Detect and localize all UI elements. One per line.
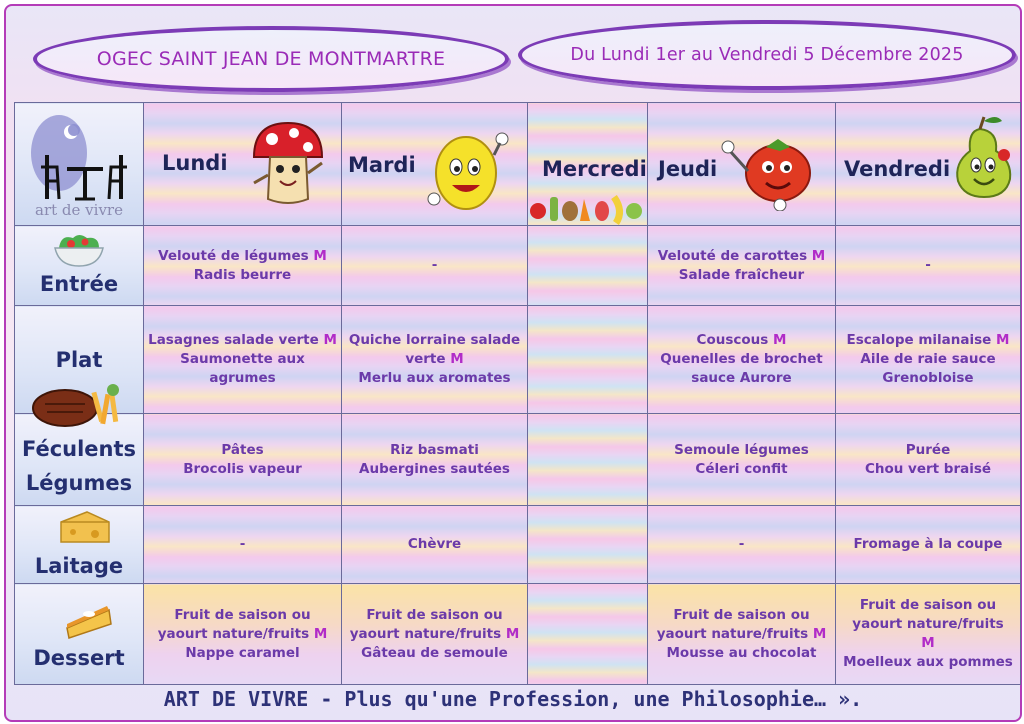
menu-line: Purée bbox=[905, 441, 951, 458]
menu-line: - bbox=[925, 257, 931, 273]
cell-plat-mardi bbox=[342, 306, 528, 414]
day-name: Vendredi bbox=[844, 157, 951, 181]
cell-feculents-mardi bbox=[342, 414, 528, 506]
week-dates-oval bbox=[518, 20, 1016, 90]
cell-content bbox=[648, 441, 835, 479]
cell-content bbox=[144, 606, 341, 663]
cell-content bbox=[648, 247, 835, 285]
day-header-jeudi bbox=[648, 103, 836, 226]
menu-line: Quiche lorraine salade bbox=[348, 332, 521, 348]
day-header-mardi bbox=[342, 103, 528, 226]
cell-entree-jeudi bbox=[648, 226, 836, 306]
week-dates: Du Lundi 1er au Vendredi 5 Décembre 2025 bbox=[570, 45, 964, 65]
cell-content bbox=[836, 596, 1020, 672]
steak-fries-icon bbox=[31, 384, 131, 430]
menu-line: Radis beurre bbox=[193, 266, 292, 283]
day-name: Jeudi bbox=[658, 157, 718, 181]
menu-line: Velouté de légumes M bbox=[158, 247, 327, 264]
mushroom-character-icon bbox=[248, 119, 328, 211]
cell-feculents-vendredi bbox=[836, 414, 1021, 506]
row-label-cell bbox=[15, 226, 144, 306]
cell-feculents-jeudi bbox=[648, 414, 836, 506]
menu-line: Grenobloise bbox=[882, 370, 974, 386]
menu-line: Aubergines sautées bbox=[359, 460, 510, 477]
cell-content bbox=[342, 441, 527, 479]
day-header-row bbox=[15, 103, 1021, 226]
row-dessert bbox=[15, 584, 1021, 685]
school-title-oval bbox=[33, 26, 509, 92]
menu-line: Riz basmati bbox=[390, 441, 479, 458]
footer-slogan: ART DE VIVRE - Plus qu'une Profession, une Philosophie… ». bbox=[163, 687, 863, 711]
menu-line: Céleri confit bbox=[695, 460, 788, 477]
menu-line: - bbox=[431, 257, 438, 273]
menu-frame bbox=[4, 4, 1022, 722]
row-label: Féculents Légumes bbox=[21, 437, 137, 495]
homemade-marker: M bbox=[309, 625, 328, 642]
cell-entree-lundi bbox=[144, 226, 342, 306]
cell-content bbox=[836, 256, 1020, 275]
pie-slice-icon bbox=[63, 602, 115, 642]
cell-content bbox=[342, 606, 527, 663]
menu-line: Merlu aux aromates bbox=[358, 370, 511, 386]
cell-laitage-mercredi bbox=[528, 506, 648, 584]
menu-line: Moelleux aux pommes bbox=[843, 654, 1013, 670]
menu-line: verte M bbox=[405, 351, 464, 367]
cell-laitage-lundi bbox=[144, 506, 342, 584]
row-laitage bbox=[15, 506, 1021, 584]
row-label-cell bbox=[15, 506, 144, 584]
school-title: OGEC SAINT JEAN DE MONTMARTRE bbox=[96, 48, 446, 70]
menu-line: M bbox=[921, 635, 935, 651]
homemade-marker: M bbox=[807, 247, 826, 264]
menu-line: Fruit de saison ou bbox=[174, 606, 311, 623]
menu-line: Quenelles de brochet bbox=[660, 351, 823, 367]
cell-feculents-mercredi bbox=[528, 414, 648, 506]
pear-character-icon bbox=[950, 113, 1016, 199]
cell-content bbox=[144, 331, 341, 388]
row-label-cell bbox=[15, 414, 144, 506]
day-header-vendredi bbox=[836, 103, 1021, 226]
menu-line: Couscous M bbox=[696, 332, 787, 348]
menu-line: yaourt nature/fruits M bbox=[157, 625, 328, 642]
menu-line: yaourt nature/fruits M bbox=[349, 625, 520, 642]
cell-laitage-jeudi bbox=[648, 506, 836, 584]
logo-caption: art de vivre bbox=[35, 201, 123, 219]
menu-line: yaourt nature/fruits bbox=[852, 616, 1004, 632]
cell-content bbox=[144, 247, 341, 285]
menu-line: Chèvre bbox=[407, 536, 462, 552]
menu-line: yaourt nature/fruits M bbox=[656, 625, 827, 642]
menu-line: Escalope milanaise M bbox=[846, 332, 1010, 348]
cell-dessert-jeudi bbox=[648, 584, 836, 685]
row-label: Entrée bbox=[39, 272, 119, 296]
menu-line: Semoule légumes bbox=[674, 441, 809, 458]
cell-dessert-lundi bbox=[144, 584, 342, 685]
cell-plat-jeudi bbox=[648, 306, 836, 414]
cell-content bbox=[648, 331, 835, 388]
homemade-marker: M bbox=[991, 332, 1010, 348]
day-name: Lundi bbox=[162, 151, 228, 175]
cell-laitage-mardi bbox=[342, 506, 528, 584]
row-label-cell bbox=[15, 584, 144, 685]
row-entree bbox=[15, 226, 1021, 306]
menu-table bbox=[14, 102, 1021, 685]
cell-plat-lundi bbox=[144, 306, 342, 414]
menu-line: Fruit de saison ou bbox=[673, 606, 810, 623]
menu-line: - bbox=[738, 536, 745, 552]
menu-line: Mousse au chocolat bbox=[666, 644, 817, 661]
menu-line: Salade fraîcheur bbox=[678, 266, 805, 283]
menu-line: Aile de raie sauce bbox=[860, 351, 996, 367]
vegetables-group-icon bbox=[528, 191, 646, 225]
day-name: Mercredi bbox=[542, 157, 647, 181]
salad-bowl-icon bbox=[51, 232, 107, 268]
row-label: Plat bbox=[55, 348, 103, 372]
menu-line: Lasagnes salade verte M bbox=[148, 332, 337, 348]
cell-content bbox=[342, 535, 527, 554]
menu-line: Nappe caramel bbox=[185, 644, 300, 661]
tomato-character-icon bbox=[720, 131, 816, 211]
day-header-mercredi bbox=[528, 103, 648, 226]
menu-line: Brocolis vapeur bbox=[183, 460, 302, 477]
cell-content bbox=[836, 535, 1020, 554]
cell-content bbox=[836, 331, 1020, 388]
cell-content bbox=[648, 535, 835, 554]
menu-line: Gâteau de semoule bbox=[361, 644, 508, 661]
cell-laitage-vendredi bbox=[836, 506, 1021, 584]
logo-cell bbox=[15, 103, 144, 226]
day-header-lundi bbox=[144, 103, 342, 226]
cell-plat-mercredi bbox=[528, 306, 648, 414]
cell-content bbox=[144, 535, 341, 554]
menu-line: - bbox=[239, 536, 246, 552]
menu-line: sauce Aurore bbox=[691, 370, 792, 386]
homemade-marker: M bbox=[768, 332, 787, 348]
cell-dessert-mercredi bbox=[528, 584, 648, 685]
cell-plat-vendredi bbox=[836, 306, 1021, 414]
homemade-marker: M bbox=[318, 332, 337, 348]
cell-content bbox=[342, 331, 527, 388]
cell-entree-vendredi bbox=[836, 226, 1021, 306]
cell-content bbox=[648, 606, 835, 663]
homemade-marker: M bbox=[808, 625, 827, 642]
menu-line: Chou vert braisé bbox=[864, 460, 992, 477]
homemade-marker: M bbox=[308, 247, 327, 264]
lemon-character-icon bbox=[426, 125, 512, 215]
cell-content bbox=[836, 441, 1020, 479]
cell-content bbox=[144, 441, 341, 479]
row-label: Dessert bbox=[33, 646, 125, 670]
homemade-marker: M bbox=[501, 625, 520, 642]
row-plat bbox=[15, 306, 1021, 414]
day-name: Mardi bbox=[348, 153, 416, 177]
row-label: Laitage bbox=[34, 554, 124, 578]
cell-dessert-mardi bbox=[342, 584, 528, 685]
cell-feculents-lundi bbox=[144, 414, 342, 506]
menu-line: Fromage à la coupe bbox=[853, 536, 1003, 552]
menu-line: Fruit de saison ou bbox=[366, 606, 503, 623]
cell-content bbox=[342, 256, 527, 275]
menu-line: agrumes bbox=[209, 370, 276, 386]
cell-dessert-vendredi bbox=[836, 584, 1021, 685]
menu-line: Saumonette aux bbox=[180, 351, 305, 367]
cell-entree-mercredi bbox=[528, 226, 648, 306]
cheese-icon bbox=[57, 508, 113, 548]
menu-line: Velouté de carottes M bbox=[657, 247, 826, 264]
menu-line: Pâtes bbox=[221, 441, 264, 458]
cell-entree-mardi bbox=[342, 226, 528, 306]
homemade-marker: M bbox=[445, 351, 464, 367]
menu-line: Fruit de saison ou bbox=[859, 597, 997, 613]
row-feculents bbox=[15, 414, 1021, 506]
